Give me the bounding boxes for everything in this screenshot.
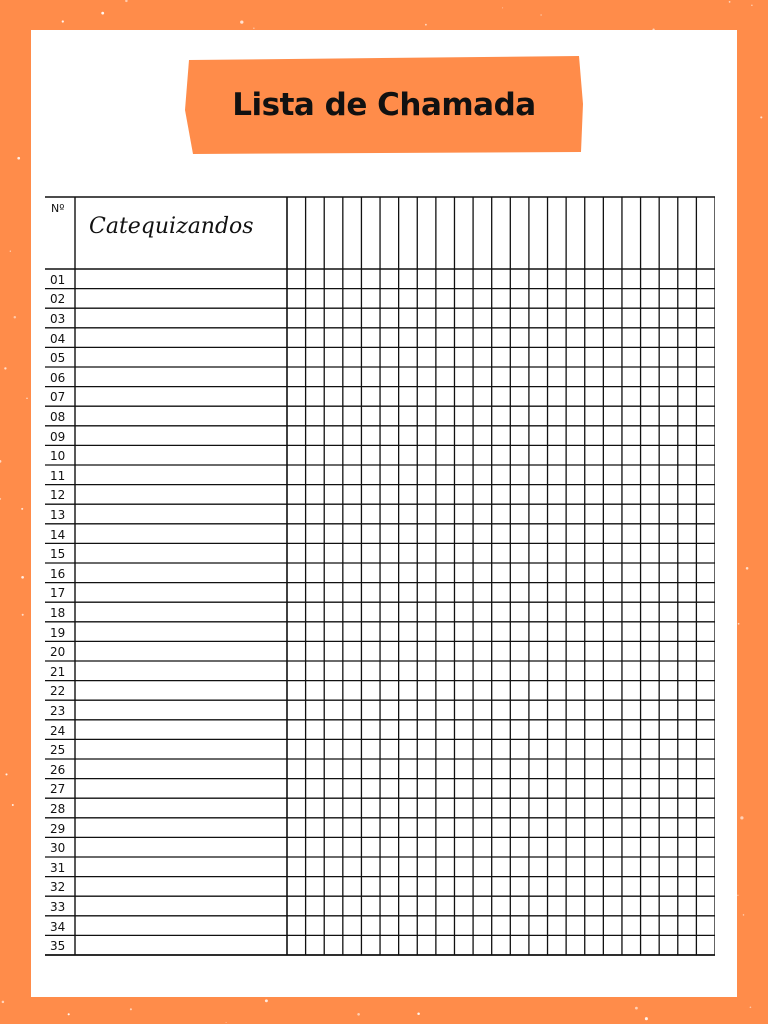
row-number: 32: [50, 880, 66, 895]
speckle-dot: [101, 12, 104, 15]
speckle-dot: [240, 20, 243, 23]
row-number: 25: [50, 743, 66, 758]
row-number: 21: [50, 664, 66, 679]
speckle-dot: [62, 20, 64, 22]
speckle-dot: [729, 1, 731, 3]
row-number: 11: [50, 468, 66, 483]
speckle-dot: [540, 14, 541, 15]
speckle-dot: [265, 999, 268, 1002]
speckle-dot: [4, 367, 6, 369]
speckle-dot: [0, 498, 1, 500]
row-number: 07: [50, 390, 66, 405]
speckle-dot: [502, 7, 503, 8]
row-number: 23: [50, 704, 66, 718]
row-number: 03: [50, 312, 66, 326]
row-number: 24: [50, 723, 66, 738]
row-number: 12: [50, 488, 66, 503]
speckle-dot: [17, 157, 20, 160]
page-title: Lista de Chamada: [232, 87, 536, 123]
row-number: 35: [50, 939, 66, 954]
speckle-dot: [743, 914, 745, 916]
speckle-dot: [68, 1013, 70, 1015]
speckle-dot: [22, 614, 24, 616]
row-number: 05: [50, 351, 66, 366]
row-number: 28: [50, 802, 66, 816]
speckle-dot: [21, 576, 24, 579]
row-number: 02: [50, 292, 66, 307]
speckle-dot: [12, 804, 14, 806]
row-number: 17: [50, 586, 66, 601]
speckle-dot: [125, 0, 128, 2]
speckle-dot: [10, 251, 11, 252]
speckle-dot: [21, 508, 23, 510]
speckle-dot: [425, 24, 427, 26]
speckle-dot: [130, 1008, 132, 1010]
row-number: 20: [50, 645, 66, 660]
speckle-dot: [645, 1017, 648, 1020]
speckle-dot: [635, 1007, 638, 1010]
speckle-dot: [26, 398, 27, 399]
table-grid: [45, 196, 715, 957]
speckle-dot: [226, 1022, 227, 1023]
speckle-dot: [737, 895, 738, 896]
speckle-dot: [14, 316, 16, 318]
row-number: 27: [50, 782, 66, 797]
row-number: 01: [50, 272, 66, 287]
row-number: 13: [50, 508, 66, 522]
speckle-dot: [0, 460, 1, 463]
row-number: 31: [50, 860, 66, 875]
title-banner: [183, 54, 585, 156]
row-number: 08: [50, 410, 66, 424]
row-number: 15: [50, 547, 66, 562]
speckle-dot: [750, 1006, 752, 1008]
speckle-dot: [253, 28, 254, 29]
name-column-header: Catequizandos: [89, 214, 254, 239]
row-number: 06: [50, 370, 66, 385]
speckle-dot: [357, 1013, 360, 1016]
row-number: 33: [50, 900, 66, 914]
row-number: 14: [50, 527, 66, 542]
row-number: 22: [50, 684, 66, 699]
row-number: 29: [50, 821, 66, 836]
row-number: 04: [50, 331, 66, 346]
speckle-dot: [2, 1001, 5, 1004]
row-number: 18: [50, 606, 66, 620]
speckle-dot: [751, 5, 752, 6]
speckle-dot: [417, 1012, 420, 1015]
speckle-dot: [760, 116, 762, 118]
roll-call-table: [45, 196, 715, 957]
row-number: 26: [50, 762, 66, 777]
speckle-dot: [738, 623, 740, 625]
row-number: 30: [50, 841, 66, 856]
speckle-dot: [740, 816, 743, 819]
row-number: 16: [50, 566, 66, 581]
number-column-header: Nº: [51, 202, 65, 215]
speckle-dot: [5, 773, 7, 775]
speckle-dot: [746, 567, 749, 570]
row-number: 19: [50, 625, 66, 640]
attendance-sheet: [31, 30, 737, 997]
row-number: 10: [50, 449, 66, 464]
row-number: 09: [50, 429, 66, 444]
row-number: 34: [50, 919, 66, 934]
